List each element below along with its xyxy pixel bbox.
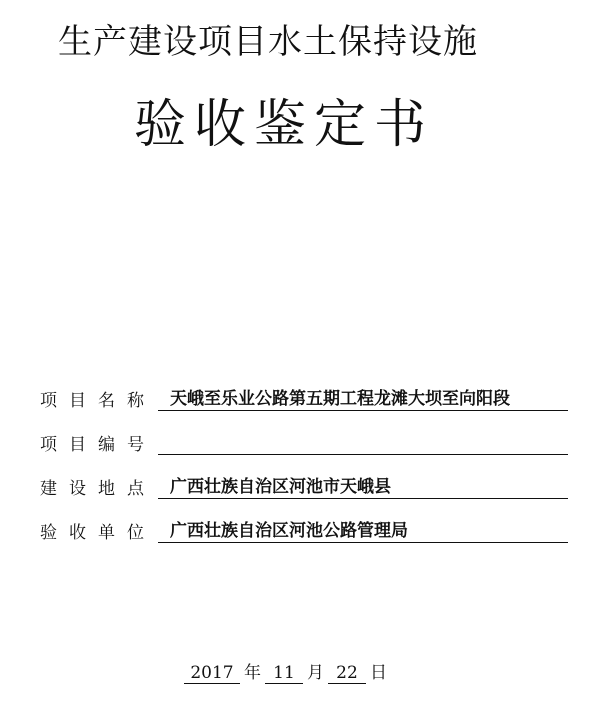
field-value: 广西壮族自治区河池市天峨县 [170,477,391,497]
date-year: 2017 [184,663,240,684]
field-label: 建设地点 [40,479,156,499]
field-label: 项目编号 [40,435,156,455]
field-row-project-name [40,385,568,415]
field-label: 项目名称 [40,391,156,411]
date-month-unit: 月 [307,663,324,683]
title-line-1: 生产建设项目水土保持设施 [58,22,478,62]
field-value: 天峨至乐业公路第五期工程龙滩大坝至向阳段 [170,389,510,409]
field-underline [158,474,568,499]
field-underline [158,518,568,543]
field-underline [158,386,568,411]
title-line-2: 验收鉴定书 [134,95,435,155]
date-day: 22 [328,663,366,684]
field-row-acceptance-unit [40,517,568,547]
field-underline [158,430,568,455]
field-row-location [40,473,568,503]
document-date [184,658,391,686]
date-year-unit: 年 [244,663,261,683]
date-month: 11 [265,663,303,684]
field-value: 广西壮族自治区河池公路管理局 [170,521,408,541]
date-day-unit: 日 [370,663,387,683]
field-row-project-number [40,429,568,459]
field-label: 验收单位 [40,523,156,543]
